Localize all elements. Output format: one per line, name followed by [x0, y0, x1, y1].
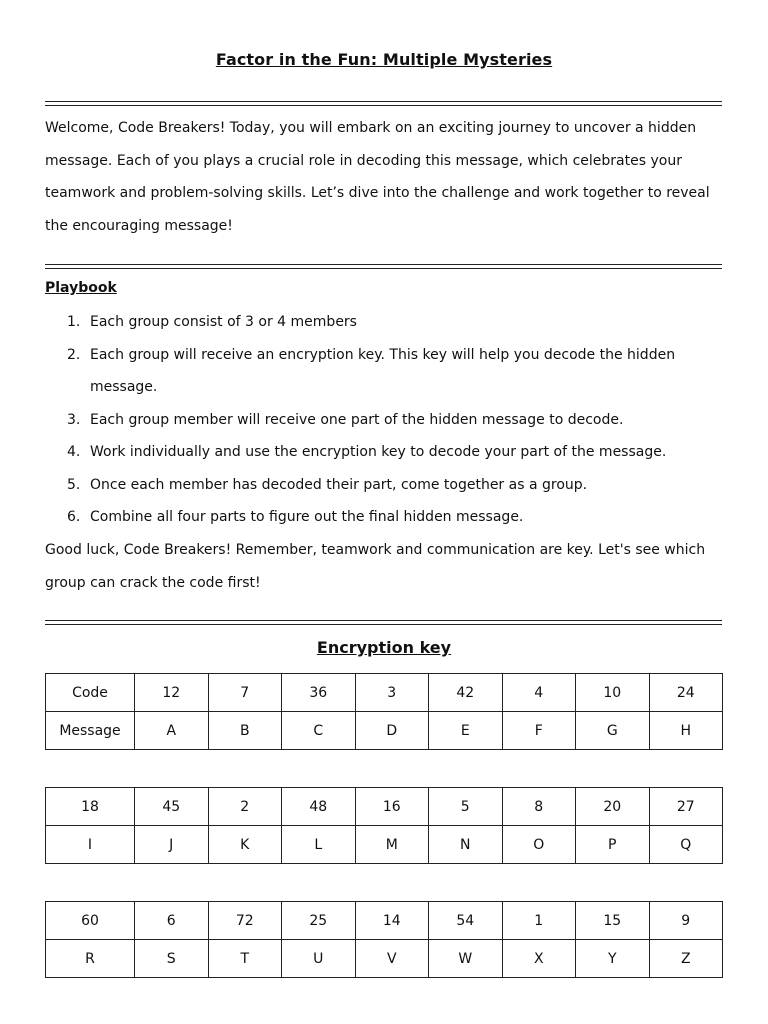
table-cell: V [355, 940, 429, 978]
table-cell: 3 [355, 674, 429, 712]
table-cell: I [46, 826, 135, 864]
divider [45, 620, 722, 625]
list-item [45, 436, 725, 469]
table-cell: Code [46, 674, 135, 712]
encryption-table-3 [45, 901, 723, 978]
list-item [45, 404, 725, 437]
table-cell: 42 [429, 674, 503, 712]
table-cell: H [649, 712, 723, 750]
closing-paragraph: Good luck, Code Breakers! Remember, teamwork and communication are key. Let's see which group can crack the code first! [45, 542, 706, 591]
table-cell: S [135, 940, 209, 978]
table-cell: A [135, 712, 209, 750]
table-cell: T [208, 940, 282, 978]
table-cell: 7 [208, 674, 282, 712]
encryption-key-title: Encryption key [316, 638, 452, 657]
table-row [46, 674, 723, 712]
table-cell: N [429, 826, 503, 864]
step-text: Each group member will receive one part of the hidden message to decode. [90, 411, 624, 428]
step-text: Combine all four parts to figure out the final hidden message. [90, 509, 524, 525]
table-cell: 16 [355, 788, 429, 826]
table-cell: 48 [282, 788, 356, 826]
list-item [45, 339, 725, 404]
step-number: 6. [67, 509, 81, 525]
table-cell: 12 [135, 674, 209, 712]
table-row [46, 788, 723, 826]
table-cell: 72 [208, 902, 282, 940]
table-cell: 18 [46, 788, 135, 826]
list-item [45, 306, 725, 339]
table-cell: R [46, 940, 135, 978]
table-cell: Message [46, 712, 135, 750]
table-cell: 15 [576, 902, 650, 940]
table-cell: O [502, 826, 576, 864]
list-item [45, 469, 725, 502]
playbook-steps [45, 306, 725, 534]
table-cell: K [208, 826, 282, 864]
encryption-table-2 [45, 787, 723, 864]
table-cell: D [355, 712, 429, 750]
table-cell: L [282, 826, 356, 864]
table-cell: U [282, 940, 356, 978]
step-number: 5. [67, 476, 81, 493]
table-cell: Q [649, 826, 723, 864]
table-cell: Y [576, 940, 650, 978]
table-cell: 24 [649, 674, 723, 712]
table-cell: 27 [649, 788, 723, 826]
table-cell: C [282, 712, 356, 750]
table-cell: J [135, 826, 209, 864]
table-cell: 45 [135, 788, 209, 826]
divider [45, 264, 722, 269]
table-cell: M [355, 826, 429, 864]
table-cell: 25 [282, 902, 356, 940]
table-cell: 2 [208, 788, 282, 826]
table-cell: 10 [576, 674, 650, 712]
playbook-heading: Playbook [45, 280, 117, 296]
table-row [46, 940, 723, 978]
table-row [46, 712, 723, 750]
table-cell: 1 [502, 902, 576, 940]
table-cell: 5 [429, 788, 503, 826]
list-item [45, 501, 725, 534]
table-cell: Z [649, 940, 723, 978]
table-cell: E [429, 712, 503, 750]
table-cell: B [208, 712, 282, 750]
step-number: 2. [67, 346, 81, 363]
step-number: 3. [67, 411, 81, 428]
table-cell: 6 [135, 902, 209, 940]
intro-paragraph: Welcome, Code Breakers! Today, you will embark on an exciting journey to uncover a hidden message. Each of you plays a crucial role in decoding this message, which celebrates your teamwork and problem-solving skills. Let’s dive into the challenge and work together to reveal the encouraging message! [45, 120, 710, 234]
step-text: Once each member has decoded their part, come together as a group. [90, 476, 588, 493]
encryption-table-1 [45, 673, 723, 750]
table-cell: 36 [282, 674, 356, 712]
step-number: 4. [67, 444, 81, 460]
table-cell: 20 [576, 788, 650, 826]
table-cell: G [576, 712, 650, 750]
step-text: Each group consist of 3 or 4 members [90, 314, 357, 330]
table-row [46, 902, 723, 940]
table-cell: X [502, 940, 576, 978]
step-text: Work individually and use the encryption key to decode your part of the message. [90, 444, 667, 460]
table-cell: W [429, 940, 503, 978]
table-cell: 8 [502, 788, 576, 826]
table-cell: 14 [355, 902, 429, 940]
table-cell: 9 [649, 902, 723, 940]
page-title: Factor in the Fun: Multiple Mysteries [215, 50, 553, 69]
table-cell: 54 [429, 902, 503, 940]
step-number: 1. [67, 314, 81, 330]
table-cell: 4 [502, 674, 576, 712]
divider [45, 101, 722, 106]
table-cell: 60 [46, 902, 135, 940]
table-cell: P [576, 826, 650, 864]
step-text: Each group will receive an encryption key. This key will help you decode the hidden message. [90, 346, 676, 395]
table-row [46, 826, 723, 864]
table-cell: F [502, 712, 576, 750]
